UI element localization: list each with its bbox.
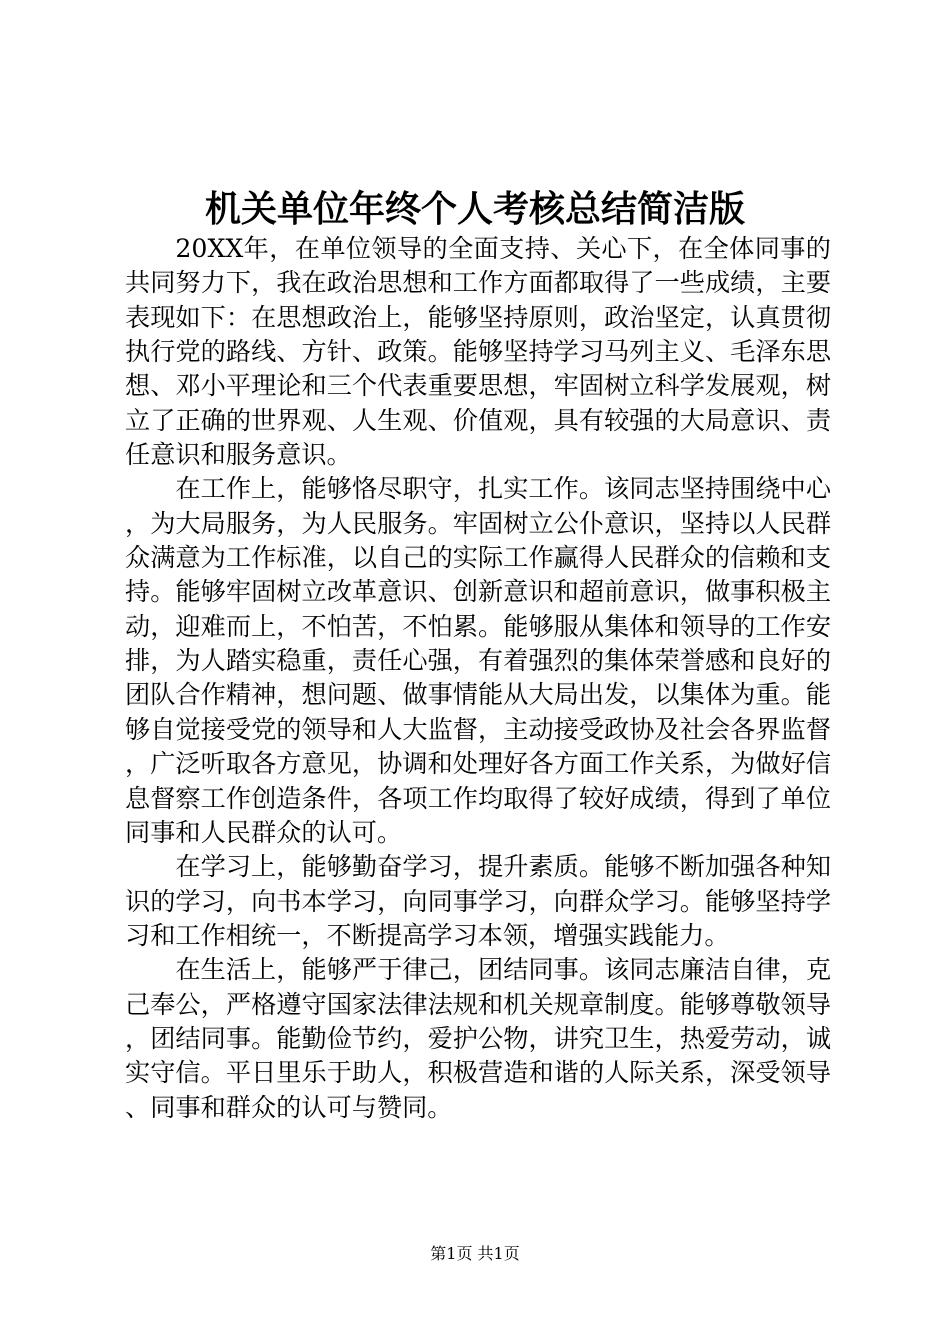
- paragraph-3: 在学习上，能够勤奋学习，提升素质。能够不断加强各种知识的学习，向书本学习，向同事学习，向群众学习。能够坚持学习和工作相统一，不断提高学习本领，增强实践能力。: [125, 852, 831, 950]
- document-body: [125, 232, 831, 1125]
- paragraph-1: 20XX年，在单位领导的全面支持、关心下，在全体同事的共同努力下，我在政治思想和工作方面都取得了一些成绩，主要表现如下：在思想政治上，能够坚持原则，政治坚定，认真贯彻执行党的路线、方针、政策。能够坚持学习马列主义、毛泽东思想、邓小平理论和三个代表重要思想，牢固树立科学发展观，树立了正确的世界观、人生观、价值观，具有较强的大局意识、责任意识和服务意识。: [125, 234, 831, 470]
- page-footer: 第1页 共1页: [430, 1244, 520, 1263]
- paragraph-4: 在生活上，能够严于律己，团结同事。该同志廉洁自律，克己奉公，严格遵守国家法律法规和机关规章制度。能够尊敬领导，团结同事。能勤俭节约，爱护公物，讲究卫生，热爱劳动，诚实守信。平日里乐于助人，积极营造和谐的人际关系，深受领导、同事和群众的认可与赞同。: [125, 955, 831, 1122]
- document-title: 机关单位年终个人考核总结简洁版: [204, 188, 745, 230]
- paragraph-2: 在工作上，能够恪尽职守，扎实工作。该同志坚持围绕中心，为大局服务，为人民服务。牢固树立公仆意识，坚持以人民群众满意为工作标准，以自己的实际工作赢得人民群众的信赖和支持。能够牢固树立改革意识、创新意识和超前意识，做事积极主动，迎难而上，不怕苦，不怕累。能够服从集体和领导的工作安排，为人踏实稳重，责任心强，有着强烈的集体荣誉感和良好的团队合作精神，想问题、做事情能从大局出发，以集体为重。能够自觉接受党的领导和人大监督，主动接受政协及社会各界监督，广泛听取各方意见，协调和处理好各方面工作关系，为做好信息督察工作创造条件，各项工作均取得了较好成绩，得到了单位同事和人民群众的认可。: [125, 474, 831, 847]
